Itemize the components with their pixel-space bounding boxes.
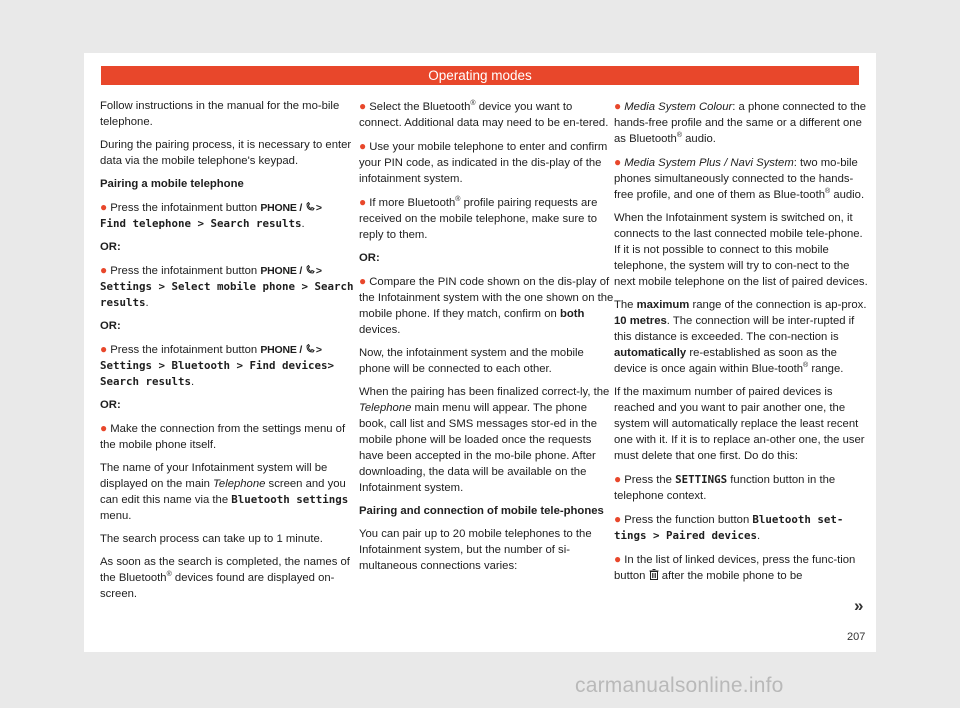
or-label: OR: [100,320,121,332]
bullet-item: ● Select the Bluetooth® device you want to connect. Additional data may need to be en-tered. [359,99,609,129]
paragraph: The name of your Infotainment system will be displayed on the main Telephone screen and you can edit this name via the Bluetooth settings menu. [100,462,349,522]
section-heading: Pairing and connection of mobile tele-phones [359,505,604,517]
bullet-item: ● Press the function button Bluetooth set-tings > Paired devices. [614,512,844,542]
bullet-icon: ● [614,552,622,566]
column-2 [359,98,617,581]
paragraph: Follow instructions in the manual for the mo-bile telephone. [100,100,340,128]
continue-marker: » [854,596,864,615]
bullet-item: ● Press the infotainment button PHONE / > Settings > Select mobile phone > Search results. [100,263,354,309]
or-label: OR: [100,399,121,411]
paragraph: When the pairing has been finalized correct-ly, the Telephone main menu will appear. The phone book, call list and SMS messages stor-ed in the mobile phone will be loaded once the requests have been accepted in the mo-bile phone. After downloading, the data will be available on the Infotainment system. [359,386,610,494]
paragraph: If the maximum number of paired devices is reached and you want to pair another one, the system will automatically replace the least recent one with it. If it is to replace an-other one, the user must delete that one first. Do do this: [614,386,865,462]
page-number: 207 [847,631,866,643]
bullet-icon: ● [359,139,367,153]
bullet-icon: ● [614,512,622,526]
bullet-item: ● In the list of linked devices, press the func-tion button after the mobile phone to be [614,552,856,582]
bullet-icon: ● [359,99,367,113]
bullet-item: ● Press the infotainment button PHONE / > Find telephone > Search results. [100,200,322,230]
trash-icon [649,569,659,580]
section-header: Operating modes [101,66,859,85]
bullet-item: ● Press the infotainment button PHONE / > Settings > Bluetooth > Find devices> Search results. [100,342,335,388]
bullet-item: ● Compare the PIN code shown on the dis-play of the Infotainment system with the one shown on the mobile phone. If they match, confirm on both devices. [359,274,614,336]
bullet-icon: ● [614,472,622,486]
bullet-icon: ● [100,421,108,435]
bullet-icon: ● [100,342,108,356]
bullet-item: ● Media System Plus / Navi System: two mo-bile phones simultaneously connected to the hands-free profile, and one of them as Blue-tooth® audio. [614,155,865,201]
column-3 [614,98,872,591]
or-label: OR: [100,241,121,253]
phone-settings-icon: PHONE / > [260,344,322,356]
paragraph: When the Infotainment system is switched on, it connects to the last connected mobile tele-phone. If it is not possible to connect to this mobile telephone, the system will try to con-nect to the next mobile telephone on the list of paired devices. [614,212,868,288]
paragraph: The maximum range of the connection is ap-prox. 10 metres. The connection will be inter-rupted if this distance is exceeded. The con-nection is automatically re-established as soon as the device is once again within Blue-tooth® range. [614,299,867,375]
bullet-item: ● Media System Colour: a phone connected to the hands-free profile and the same or a different one as Bluetooth® audio. [614,99,867,145]
or-label: OR: [359,252,380,264]
paragraph: Now, the infotainment system and the mobile phone will be connected to each other. [359,347,584,375]
bullet-item: ● If more Bluetooth® profile pairing requests are received on the mobile telephone, make sure to reply to them. [359,195,598,241]
bullet-item: ● Make the connection from the settings menu of the mobile phone itself. [100,421,346,451]
paragraph: During the pairing process, it is necessary to enter data via the mobile telephone's keypad. [100,139,352,167]
phone-settings-icon: PHONE / > [260,265,322,277]
bullet-icon: ● [359,195,367,209]
bullet-icon: ● [100,200,108,214]
section-heading: Pairing a mobile telephone [100,178,244,190]
watermark: carmanualsonline.info [575,674,784,697]
phone-settings-icon: PHONE / > [260,202,322,214]
paragraph: As soon as the search is completed, the names of the Bluetooth® devices found are displayed on-screen. [100,556,350,600]
column-1 [100,98,358,609]
bullet-item: ● Use your mobile telephone to enter and confirm your PIN code, as indicated in the dis-play of the infotainment system. [359,139,608,185]
bullet-icon: ● [359,274,367,288]
bullet-icon: ● [614,99,622,113]
bullet-icon: ● [614,155,622,169]
bullet-item: ● Press the SETTINGS function button in the telephone context. [614,472,836,502]
bullet-icon: ● [100,263,108,277]
paragraph: You can pair up to 20 mobile telephones to the Infotainment system, but the number of si-multaneous connections varies: [359,528,592,572]
paragraph: The search process can take up to 1 minute. [100,533,323,545]
